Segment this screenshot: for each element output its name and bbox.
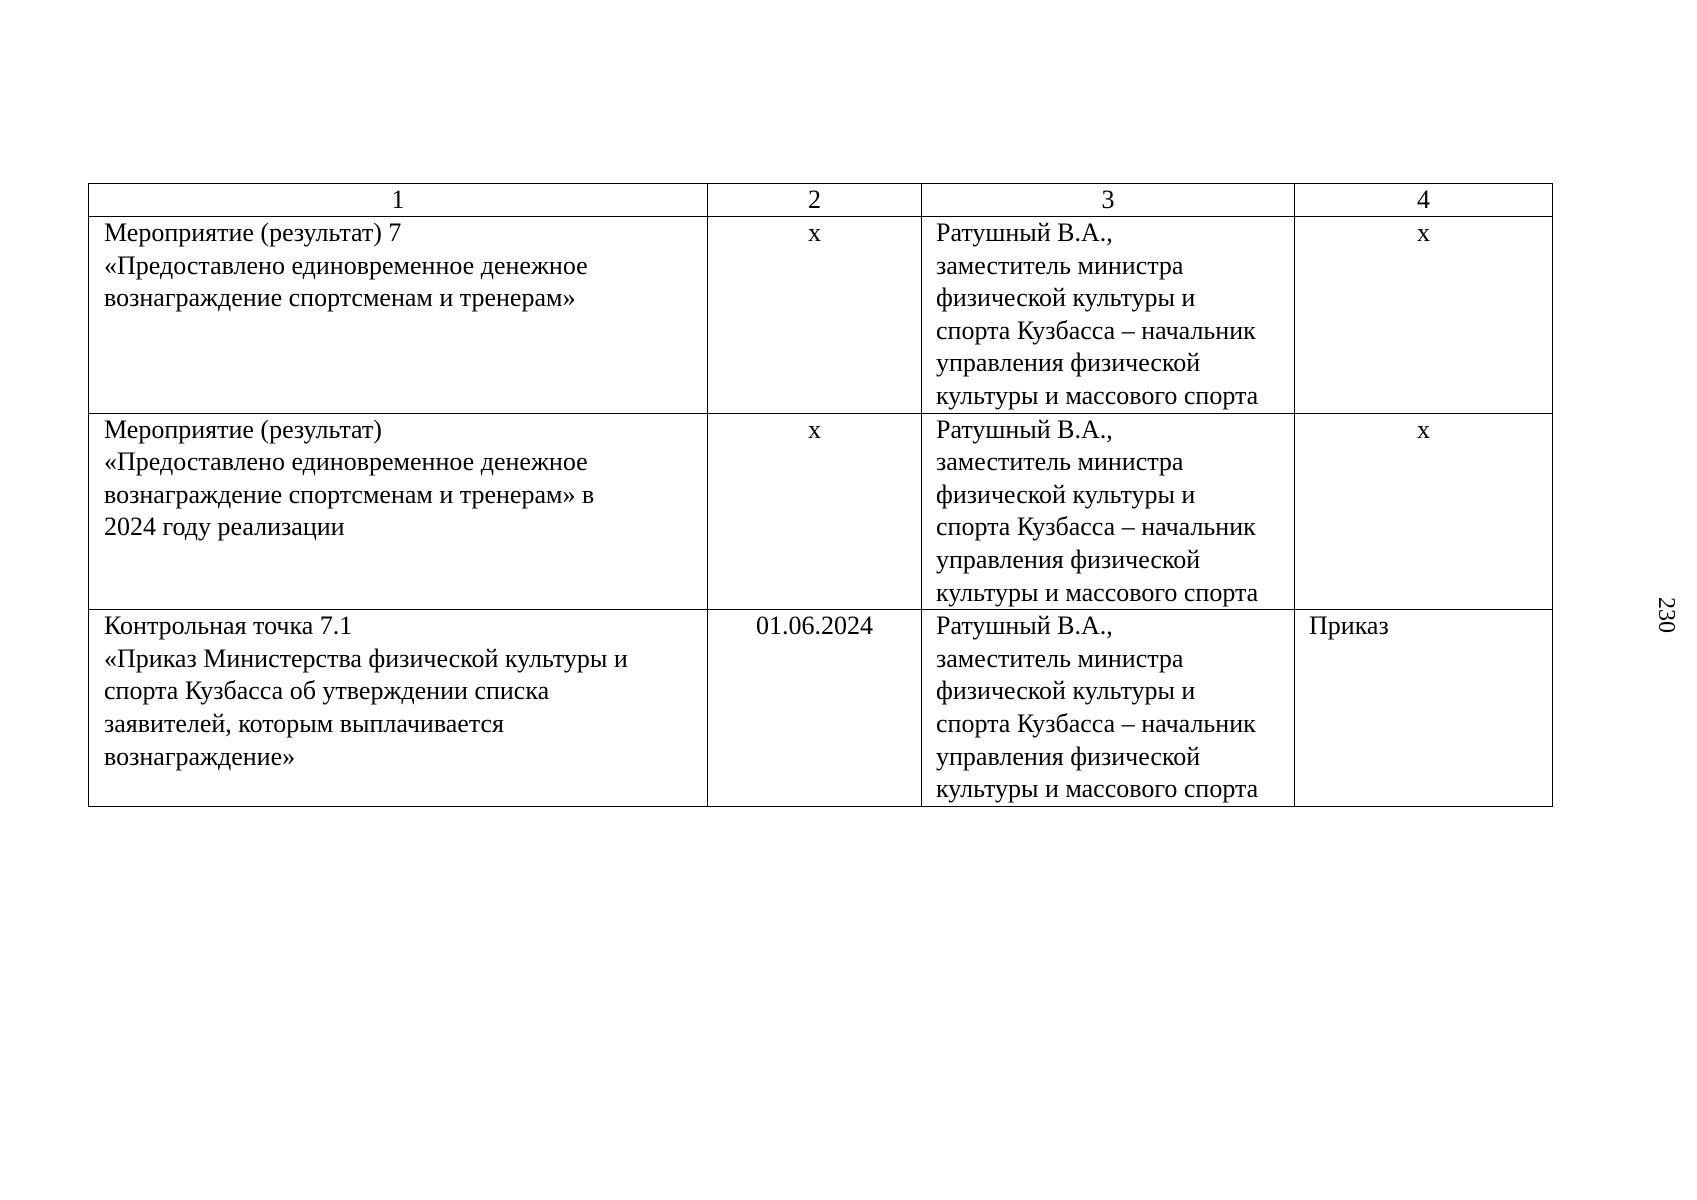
header-cell-4: 4 (1295, 184, 1553, 217)
responsible-text-line: заместитель министра (936, 643, 1184, 673)
responsible-text-line: заместитель министра (936, 250, 1184, 280)
event-text-line: Контрольная точка 7.1 (104, 611, 353, 641)
responsible-text-line: Ратушный В.А., (936, 414, 1113, 444)
responsible-cell (922, 610, 1295, 807)
event-text-line: вознаграждение спортсменам и тренерам» в (104, 479, 595, 509)
responsible-text-line: спорта Кузбасса – начальник (936, 315, 1256, 345)
table-row (89, 217, 1553, 414)
deadline-cell: x (708, 217, 922, 414)
deadline-cell: x (708, 413, 922, 610)
table-row (89, 413, 1553, 610)
responsible-text-line: управления физической (936, 348, 1201, 378)
event-description-cell (89, 413, 708, 610)
responsible-text-line: физической культуры и (936, 479, 1196, 509)
responsible-text-line: культуры и массового спорта (936, 774, 1259, 804)
responsible-text-line: Ратушный В.А., (936, 218, 1113, 247)
responsible-text-line: управления физической (936, 544, 1201, 574)
responsible-text-line: физической культуры и (936, 676, 1196, 706)
event-text-line: заявителей, которым выплачивается (104, 708, 505, 738)
event-text-line: «Приказ Министерства физической культуры и (104, 643, 628, 673)
event-text-line: «Предоставлено единовременное денежное (104, 447, 588, 477)
header-cell-2: 2 (708, 184, 922, 217)
responsible-text-line: культуры и массового спорта (936, 577, 1259, 607)
document-type-cell: Приказ (1295, 610, 1553, 807)
responsible-text-line: Ратушный В.А., (936, 611, 1113, 641)
event-text-line: Мероприятие (результат) 7 (104, 218, 402, 247)
event-text-line: спорта Кузбасса об утверждении списка (104, 676, 550, 706)
deadline-cell: 01.06.2024 (708, 610, 922, 807)
header-cell-3: 3 (922, 184, 1295, 217)
document-type-cell: x (1295, 217, 1553, 414)
event-text-line: 2024 году реализации (104, 512, 345, 542)
responsible-text-line: спорта Кузбасса – начальник (936, 512, 1256, 542)
responsible-text-line: спорта Кузбасса – начальник (936, 708, 1256, 738)
responsible-text-line: физической культуры и (936, 283, 1196, 313)
header-cell-1: 1 (89, 184, 708, 217)
event-text-line: Мероприятие (результат) (104, 414, 382, 444)
event-description-cell (89, 217, 708, 414)
event-text-line: «Предоставлено единовременное денежное (104, 250, 588, 280)
table-header-row (89, 184, 1553, 217)
document-type-cell: x (1295, 413, 1553, 610)
events-table (88, 183, 1553, 807)
responsible-text-line: управления физической (936, 741, 1201, 771)
responsible-cell (922, 217, 1295, 414)
event-text-line: вознаграждение спортсменам и тренерам» (104, 283, 576, 313)
responsible-text-line: культуры и массового спорта (936, 380, 1259, 410)
event-text-line: вознаграждение» (104, 741, 296, 771)
responsible-cell (922, 413, 1295, 610)
event-description-cell (89, 610, 708, 807)
page-number: 230 (1653, 597, 1679, 633)
table-row (89, 610, 1553, 807)
responsible-text-line: заместитель министра (936, 447, 1184, 477)
